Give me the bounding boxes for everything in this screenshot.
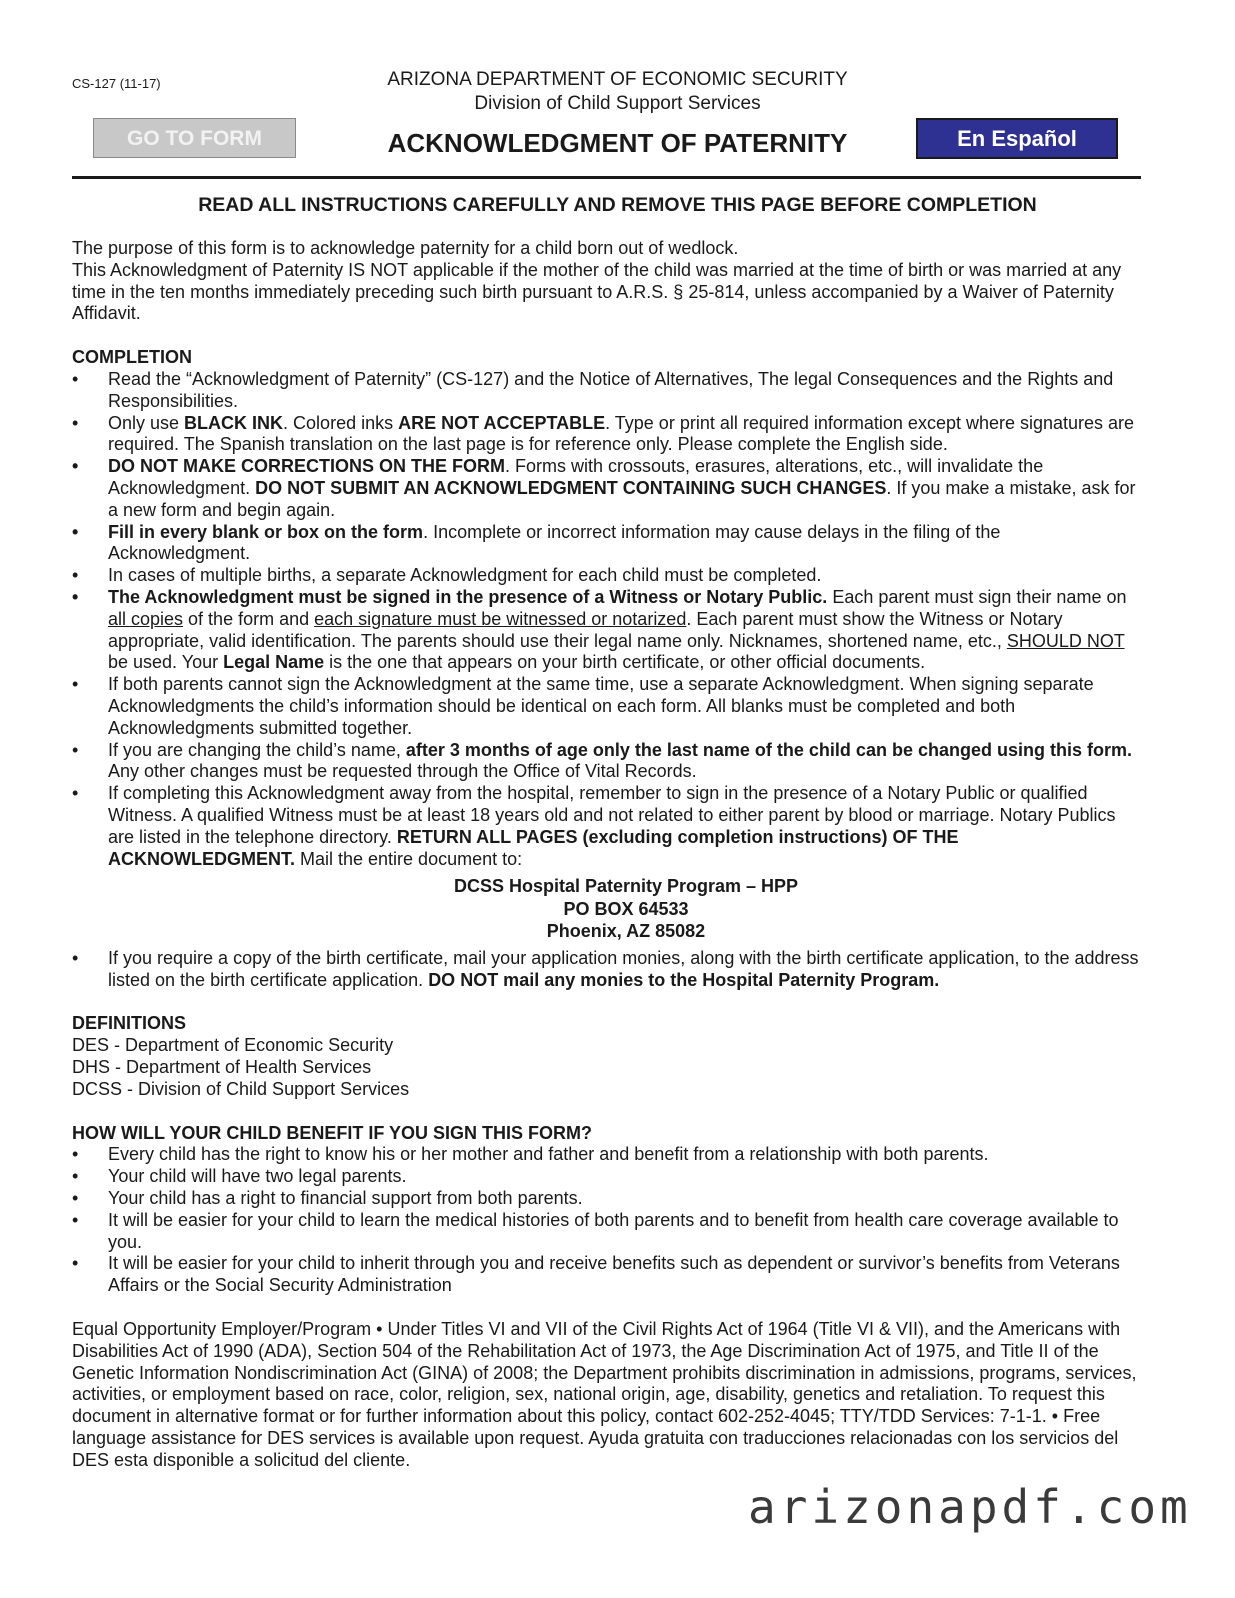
list-item: • If you require a copy of the birth certificate, mail your application monies, along with the birth certificate application, to the address listed on the birth certificate application. DO NOT mail any monies to the Hospital Paternity Program. <box>72 947 1139 990</box>
intro-purpose: The purpose of this form is to acknowledge paternity for a child born out of wedlock. <box>72 238 739 258</box>
go-to-form-button[interactable]: GO TO FORM <box>93 118 296 158</box>
list-item: • Fill in every blank or box on the form. Incomplete or incorrect information may cause delays in the filing of the Acknowledgment. <box>72 521 1001 564</box>
definition-item: DHS - Department of Health Services <box>72 1057 372 1077</box>
definition-item: DCSS - Division of Child Support Services <box>72 1078 410 1099</box>
address-line: Phoenix, AZ 85082 <box>546 921 706 942</box>
definitions-heading: DEFINITIONS <box>72 1013 187 1034</box>
address-line: PO BOX 64533 <box>563 898 689 919</box>
list-item: • Your child has a right to financial support from both parents. <box>72 1187 583 1208</box>
definition-item: DES - Department of Economic Security <box>72 1035 394 1056</box>
list-item: • It will be easier for your child to inherit through you and receive benefits such as dependent or survivor’s benefits from Veterans Affairs or the Social Security Administration <box>72 1253 1120 1296</box>
benefit-list <box>72 1144 1144 1297</box>
intro-applicability: This Acknowledgment of Paternity IS NOT applicable if the mother of the child was married at the time of birth or was married at any time in the ten months immediately preceding such birth pursuant to A.R.S. § 25-814, unless accompanied by a Waiver of Paternity Affidavit. <box>72 259 1122 324</box>
list-item: • In cases of multiple births, a separate Acknowledgment for each child must be completed. <box>72 565 822 586</box>
completion-list <box>72 369 1144 991</box>
mailing-address <box>108 875 1144 943</box>
page-title: ACKNOWLEDGMENT OF PATERNITY <box>387 128 848 158</box>
header-divider <box>72 176 1141 179</box>
list-item: • It will be easier for your child to learn the medical histories of both parents and to benefit from health care coverage available to you. <box>72 1209 1119 1252</box>
instructions-body <box>72 238 1144 1472</box>
equal-opportunity-statement: Equal Opportunity Employer/Program • Under Titles VI and VII of the Civil Rights Act of 1964 (Title VI & VII), and the Americans with Disabilities Act of 1990 (ADA), Section 504 of the Rehabilitation Act of 1973, the Age Discrimination Act of 1975, and Title II of the Genetic Information Nondiscrimination Act (GINA) of 2008; the Department prohibits discrimination in admissions, programs, services, activities, or employment based on race, color, religion, sex, national origin, age, disability, genetics and retaliation. To request this document in alternative format or for further information about this policy, contact 602-252-4045; TTY/TDD Services: 7-1-1. • Free language assistance for DES services is available upon request. Ayuda gratuita con traducciones relacionadas con los servicios del DES esta disponible a solicitud del cliente. <box>72 1318 1137 1470</box>
agency-name: ARIZONA DEPARTMENT OF ECONOMIC SECURITY <box>387 69 848 90</box>
list-item: • Only use BLACK INK. Colored inks ARE NOT ACCEPTABLE. Type or print all required information except where signatures are required. The Spanish translation on the last page is for reference only. Please complete the English side. <box>72 412 1135 455</box>
list-item: • Your child will have two legal parents. <box>72 1166 407 1187</box>
list-item: • If both parents cannot sign the Acknowledgment at the same time, use a separate Acknowledgment. When signing separate Acknowledgments the child’s information should be identical on each form. All blanks must be completed and both Acknowledgments submitted together. <box>72 674 1094 738</box>
instructions-notice: READ ALL INSTRUCTIONS CAREFULLY AND REMOVE THIS PAGE BEFORE COMPLETION <box>198 194 1037 216</box>
list-item: • If completing this Acknowledgment away from the hospital, remember to sign in the presence of a Notary Public or qualified Witness. A qualified Witness must be at least 18 years old and not related to either parent by blood or marriage. Notary Publics are listed in the telephone directory. RETURN ALL PAGES (excluding completion instructions) OF THE ACKNOWLEDGMENT. Mail the entire document to: DCSS Hospital Paternity Program – HPP PO BOX 64533 Phoenix, AZ 85082 <box>72 783 1144 943</box>
list-item: • Read the “Acknowledgment of Paternity” (CS-127) and the Notice of Alternatives, The legal Consequences and the Rights and Responsibilities. <box>72 368 1114 411</box>
benefit-heading: HOW WILL YOUR CHILD BENEFIT IF YOU SIGN THIS FORM? <box>72 1122 592 1143</box>
list-item: • DO NOT MAKE CORRECTIONS ON THE FORM. Forms with crossouts, erasures, alterations, etc., will invalidate the Acknowledgment. DO NOT SUBMIT AN ACKNOWLEDGMENT CONTAINING SUCH CHANGES. If you make a mistake, ask for a new form and begin again. <box>72 456 1136 520</box>
address-line: DCSS Hospital Paternity Program – HPP <box>453 876 799 897</box>
list-item: • The Acknowledgment must be signed in the presence of a Witness or Notary Public. Each parent must sign their name on all copies of the form and each signature must be witnessed or notarized. Each parent must show the Witness or Notary appropriate, valid identification. The parents should use their legal name only. Nicknames, shortened name, etc., SHOULD NOT be used. Your Legal Name is the one that appears on your birth certificate, or other official documents. <box>72 586 1127 673</box>
spanish-version-button[interactable]: En Español <box>916 118 1118 159</box>
completion-heading: COMPLETION <box>72 347 192 368</box>
agency-division: Division of Child Support Services <box>474 93 761 114</box>
list-item: • Every child has the right to know his or her mother and father and benefit from a relationship with both parents. <box>72 1144 989 1165</box>
agency-header <box>0 68 1235 116</box>
form-code: CS-127 (11-17) <box>72 76 161 91</box>
site-watermark: arizonapdf.com <box>748 1480 1192 1534</box>
list-item: • If you are changing the child’s name, after 3 months of age only the last name of the child can be changed using this form. Any other changes must be requested through the Office of Vital Records. <box>72 739 1132 782</box>
